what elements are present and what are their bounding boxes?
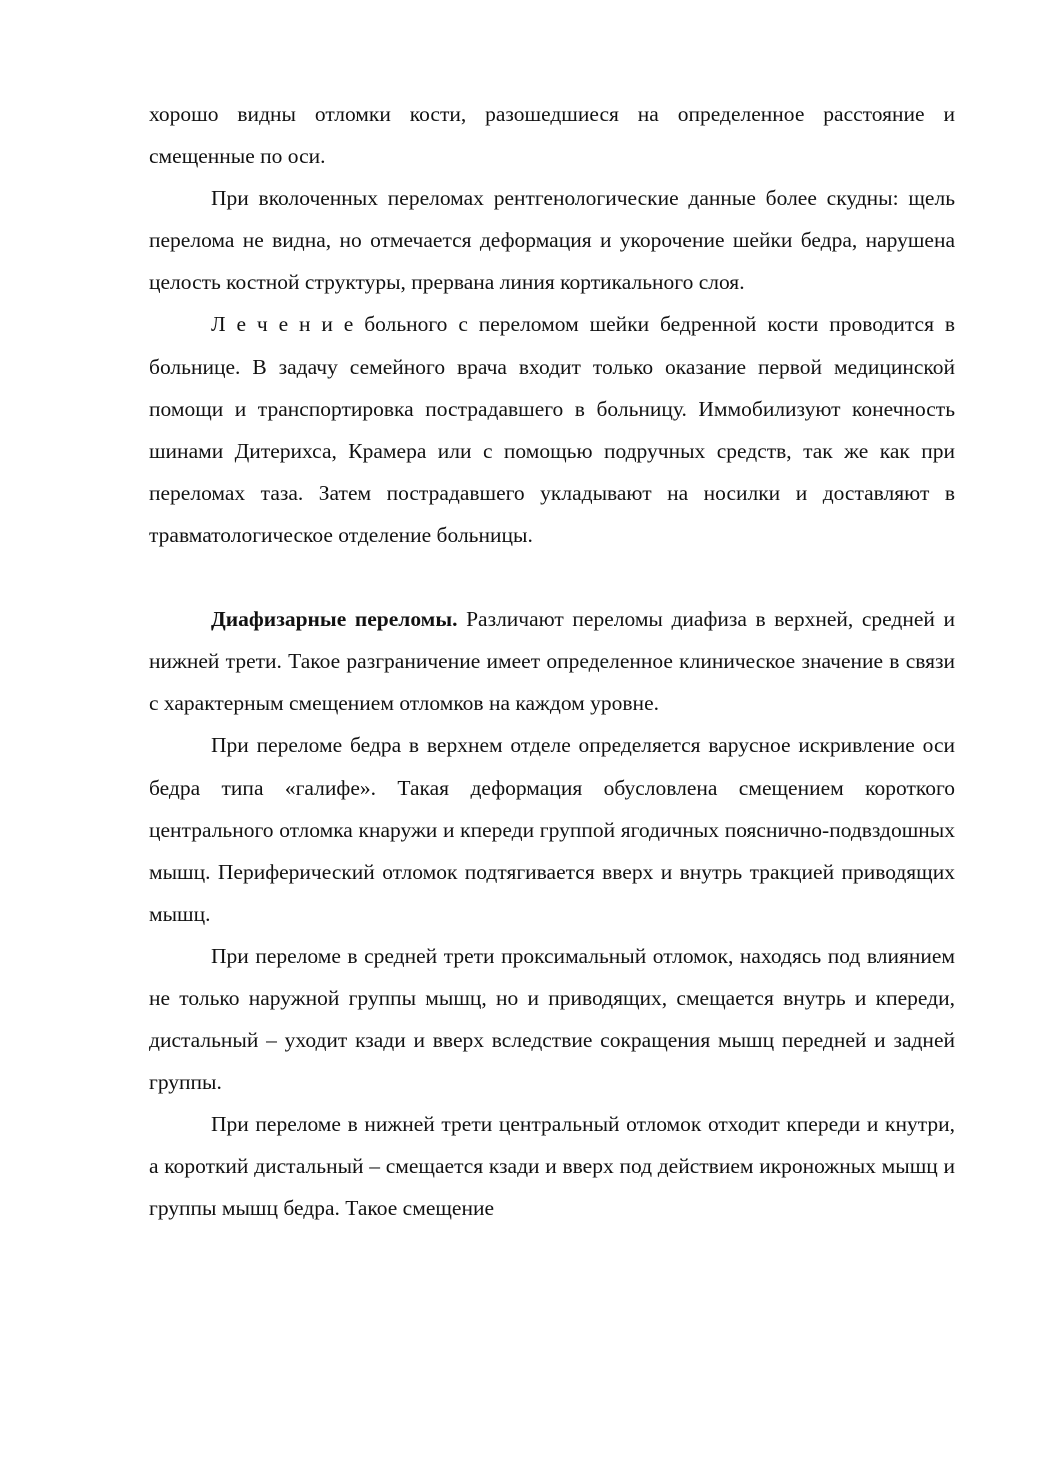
- paragraph-4-text: Различают переломы диафиза в верхней, средней и нижней трети. Такое разграничение имеет определенное клиническое значение в связи с характерным смещением отломков на каждом уровне.: [149, 607, 955, 716]
- section-heading: Диафизарные переломы.: [211, 607, 458, 632]
- paragraph-5: При переломе бедра в верхнем отделе определяется варусное искривление оси бедра типа «галифе». Такая деформация обусловлена смещением короткого центрального отломка кнаружи и кпереди группой ягодичных пояснично-подвздошных мышц. Периферический отломок подтягивается вверх и внутрь тракцией приводящих мышц.: [149, 733, 955, 926]
- paragraph-4: [149, 598, 955, 724]
- paragraph-1: хорошо видны отломки кости, разошедшиеся на определенное расстояние и смещенные по оси.: [149, 102, 955, 169]
- paragraph-2: При вколоченных переломах рентгенологические данные более скудны: щель перелома не видна, но отмечается деформация и укорочение шейки бедра, нарушена целость костной структуры, прервана линия кортикального слоя.: [149, 186, 955, 295]
- treatment-spaced-word: Л е ч е н и е: [211, 312, 354, 337]
- paragraph-3-text: больного с переломом шейки бедренной кости проводится в больнице. В задачу семейного врача входит только оказание первой медицинской помощи и транспортировка пострадавшего в больницу. Иммобилизуют конечность шинами Дитерихса, Крамера или с помощью подручных средств, так же как при переломах таза. Затем пострадавшего укладывают на носилки и доставляют в травматологическое отделение больницы.: [149, 312, 955, 547]
- paragraph-7: При переломе в нижней трети центральный отломок отходит кпереди и кнутри, а короткий дистальный – смещается кзади и вверх под действием икроножных мышц и группы мышц бедра. Такое смещение: [149, 1112, 955, 1221]
- document-page: [149, 93, 955, 1230]
- paragraph-6: При переломе в средней трети проксимальный отломок, находясь под влиянием не только наружной группы мышц, но и приводящих, смещается внутрь и кпереди, дистальный – уходит кзади и вверх вследствие сокращения мышц передней и задней группы.: [149, 943, 955, 1095]
- paragraph-gap: [149, 556, 955, 598]
- paragraph-3: [149, 303, 955, 556]
